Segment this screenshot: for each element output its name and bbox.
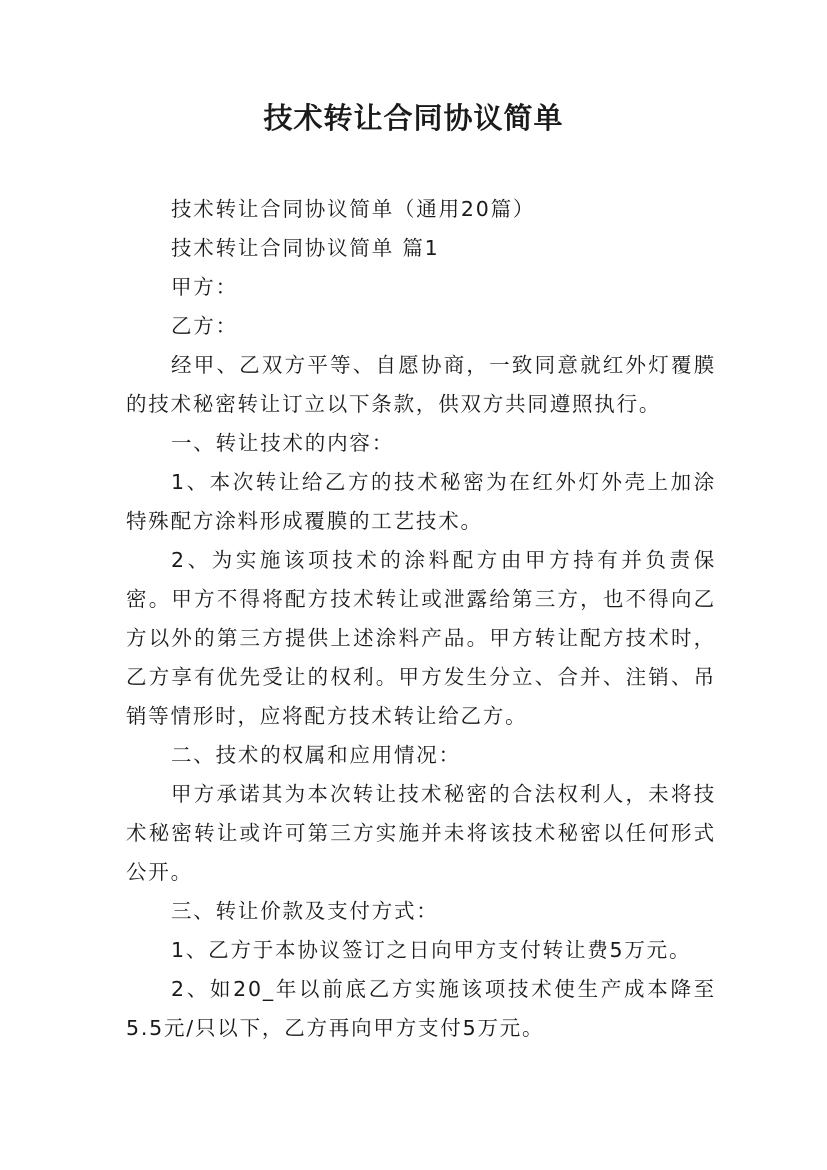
document-body: [126, 190, 716, 1048]
document-title: 技术转让合同协议简单: [263, 101, 564, 135]
clause-1-item-1: 1、本次转让给乙方的技术秘密为在红外灯外壳上加涂特殊配方涂料形成覆膜的工艺技术。: [126, 470, 716, 533]
section-heading-article-1: 技术转让合同协议简单 篇1: [171, 236, 440, 260]
clause-heading-1: 一、转让技术的内容：: [171, 431, 394, 455]
clause-1-item-2: 2、为实施该项技术的涂料配方由甲方持有并负责保密。甲方不得将配方技术转让或泄露给第三方，也不得向乙方以外的第三方提供上述涂料产品。甲方转让配方技术时，乙方享有优先受让的权利。甲方发生分立、合并、注销、吊销等情形时，应将配方技术转让给乙方。: [126, 548, 716, 728]
party-b-line: 乙方：: [171, 314, 238, 338]
party-a-line: 甲方：: [171, 275, 238, 299]
subtitle-line: 技术转让合同协议简单（通用20篇）: [171, 197, 536, 221]
clause-2-text: 甲方承诺其为本次转让技术秘密的合法权利人，未将技术秘密转让或许可第三方实施并未将该技术秘密以任何形式公开。: [126, 782, 716, 884]
clause-3-item-1: 1、乙方于本协议签订之日向甲方支付转让费5万元。: [171, 938, 692, 962]
clause-heading-3: 三、转让价款及支付方式：: [171, 899, 439, 923]
intro-paragraph: 经甲、乙双方平等、自愿协商，一致同意就红外灯覆膜的技术秘密转让订立以下条款，供双方共同遵照执行。: [126, 353, 716, 416]
clause-3-item-2: 2、如20_年以前底乙方实施该项技术使生产成本降至5.5元/只以下，乙方再向甲方支付5万元。: [126, 977, 716, 1040]
clause-heading-2: 二、技术的权属和应用情况：: [171, 743, 461, 767]
